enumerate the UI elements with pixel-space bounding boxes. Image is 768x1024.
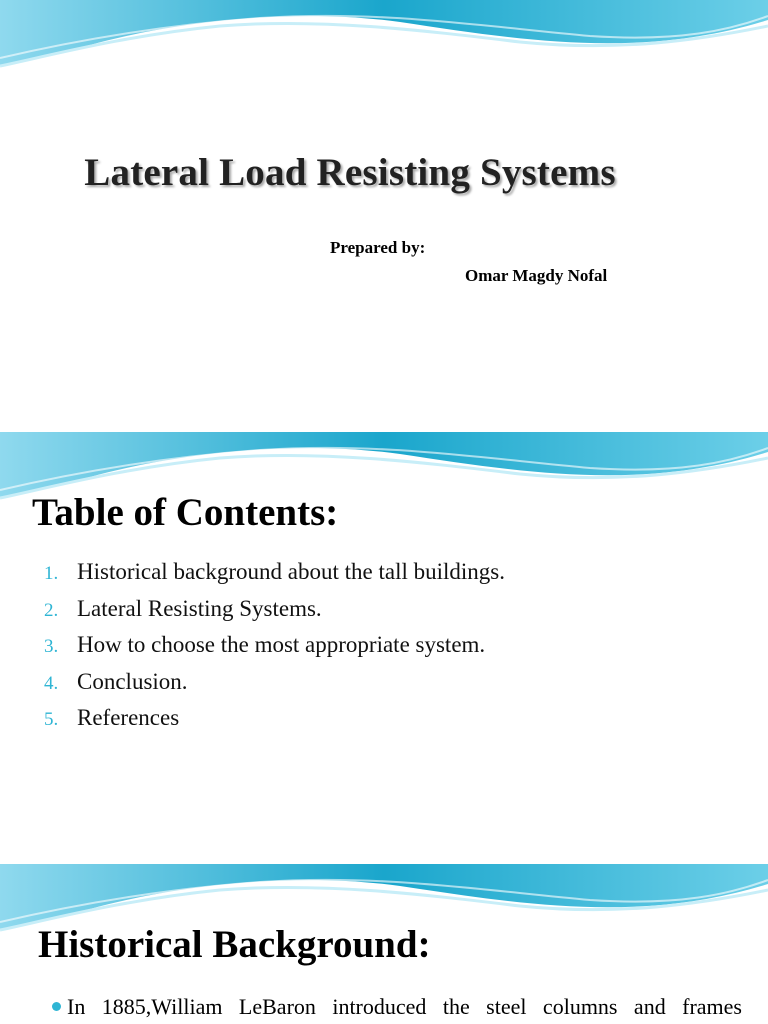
wave-banner [0,0,768,80]
toc-item [44,705,505,742]
author-name: Omar Magdy Nofal [465,266,608,285]
toc-item [44,669,505,706]
toc-item [44,632,505,669]
toc-item-text: References [77,705,180,730]
slide-title [0,0,768,432]
history-bullet [52,994,742,1020]
prepared-by-label: Prepared by: [330,238,426,257]
slide-historical-background [0,864,768,1024]
slide-table-of-contents [0,432,768,864]
toc-item-number: 3. [44,636,59,657]
toc-item [44,559,505,596]
toc-item-text: Historical background about the tall buildings. [77,559,505,584]
toc-list [44,559,505,742]
bullet-icon [52,1002,61,1011]
presentation-title: Lateral Load Resisting Systems [84,151,616,194]
toc-item-number: 5. [44,709,59,730]
toc-heading: Table of Contents: [32,491,339,534]
toc-item-text: How to choose the most appropriate system. [77,632,486,657]
history-heading: Historical Background: [38,923,431,966]
toc-item [44,596,505,633]
toc-item-number: 2. [44,599,59,621]
toc-item-text: Lateral Resisting Systems. [77,595,322,621]
history-bullet-text: In 1885,William LeBaron introduced the steel columns and frames [67,994,742,1019]
toc-item-number: 4. [44,672,59,694]
toc-item-number: 1. [44,563,59,584]
toc-item-text: Conclusion. [77,668,188,694]
